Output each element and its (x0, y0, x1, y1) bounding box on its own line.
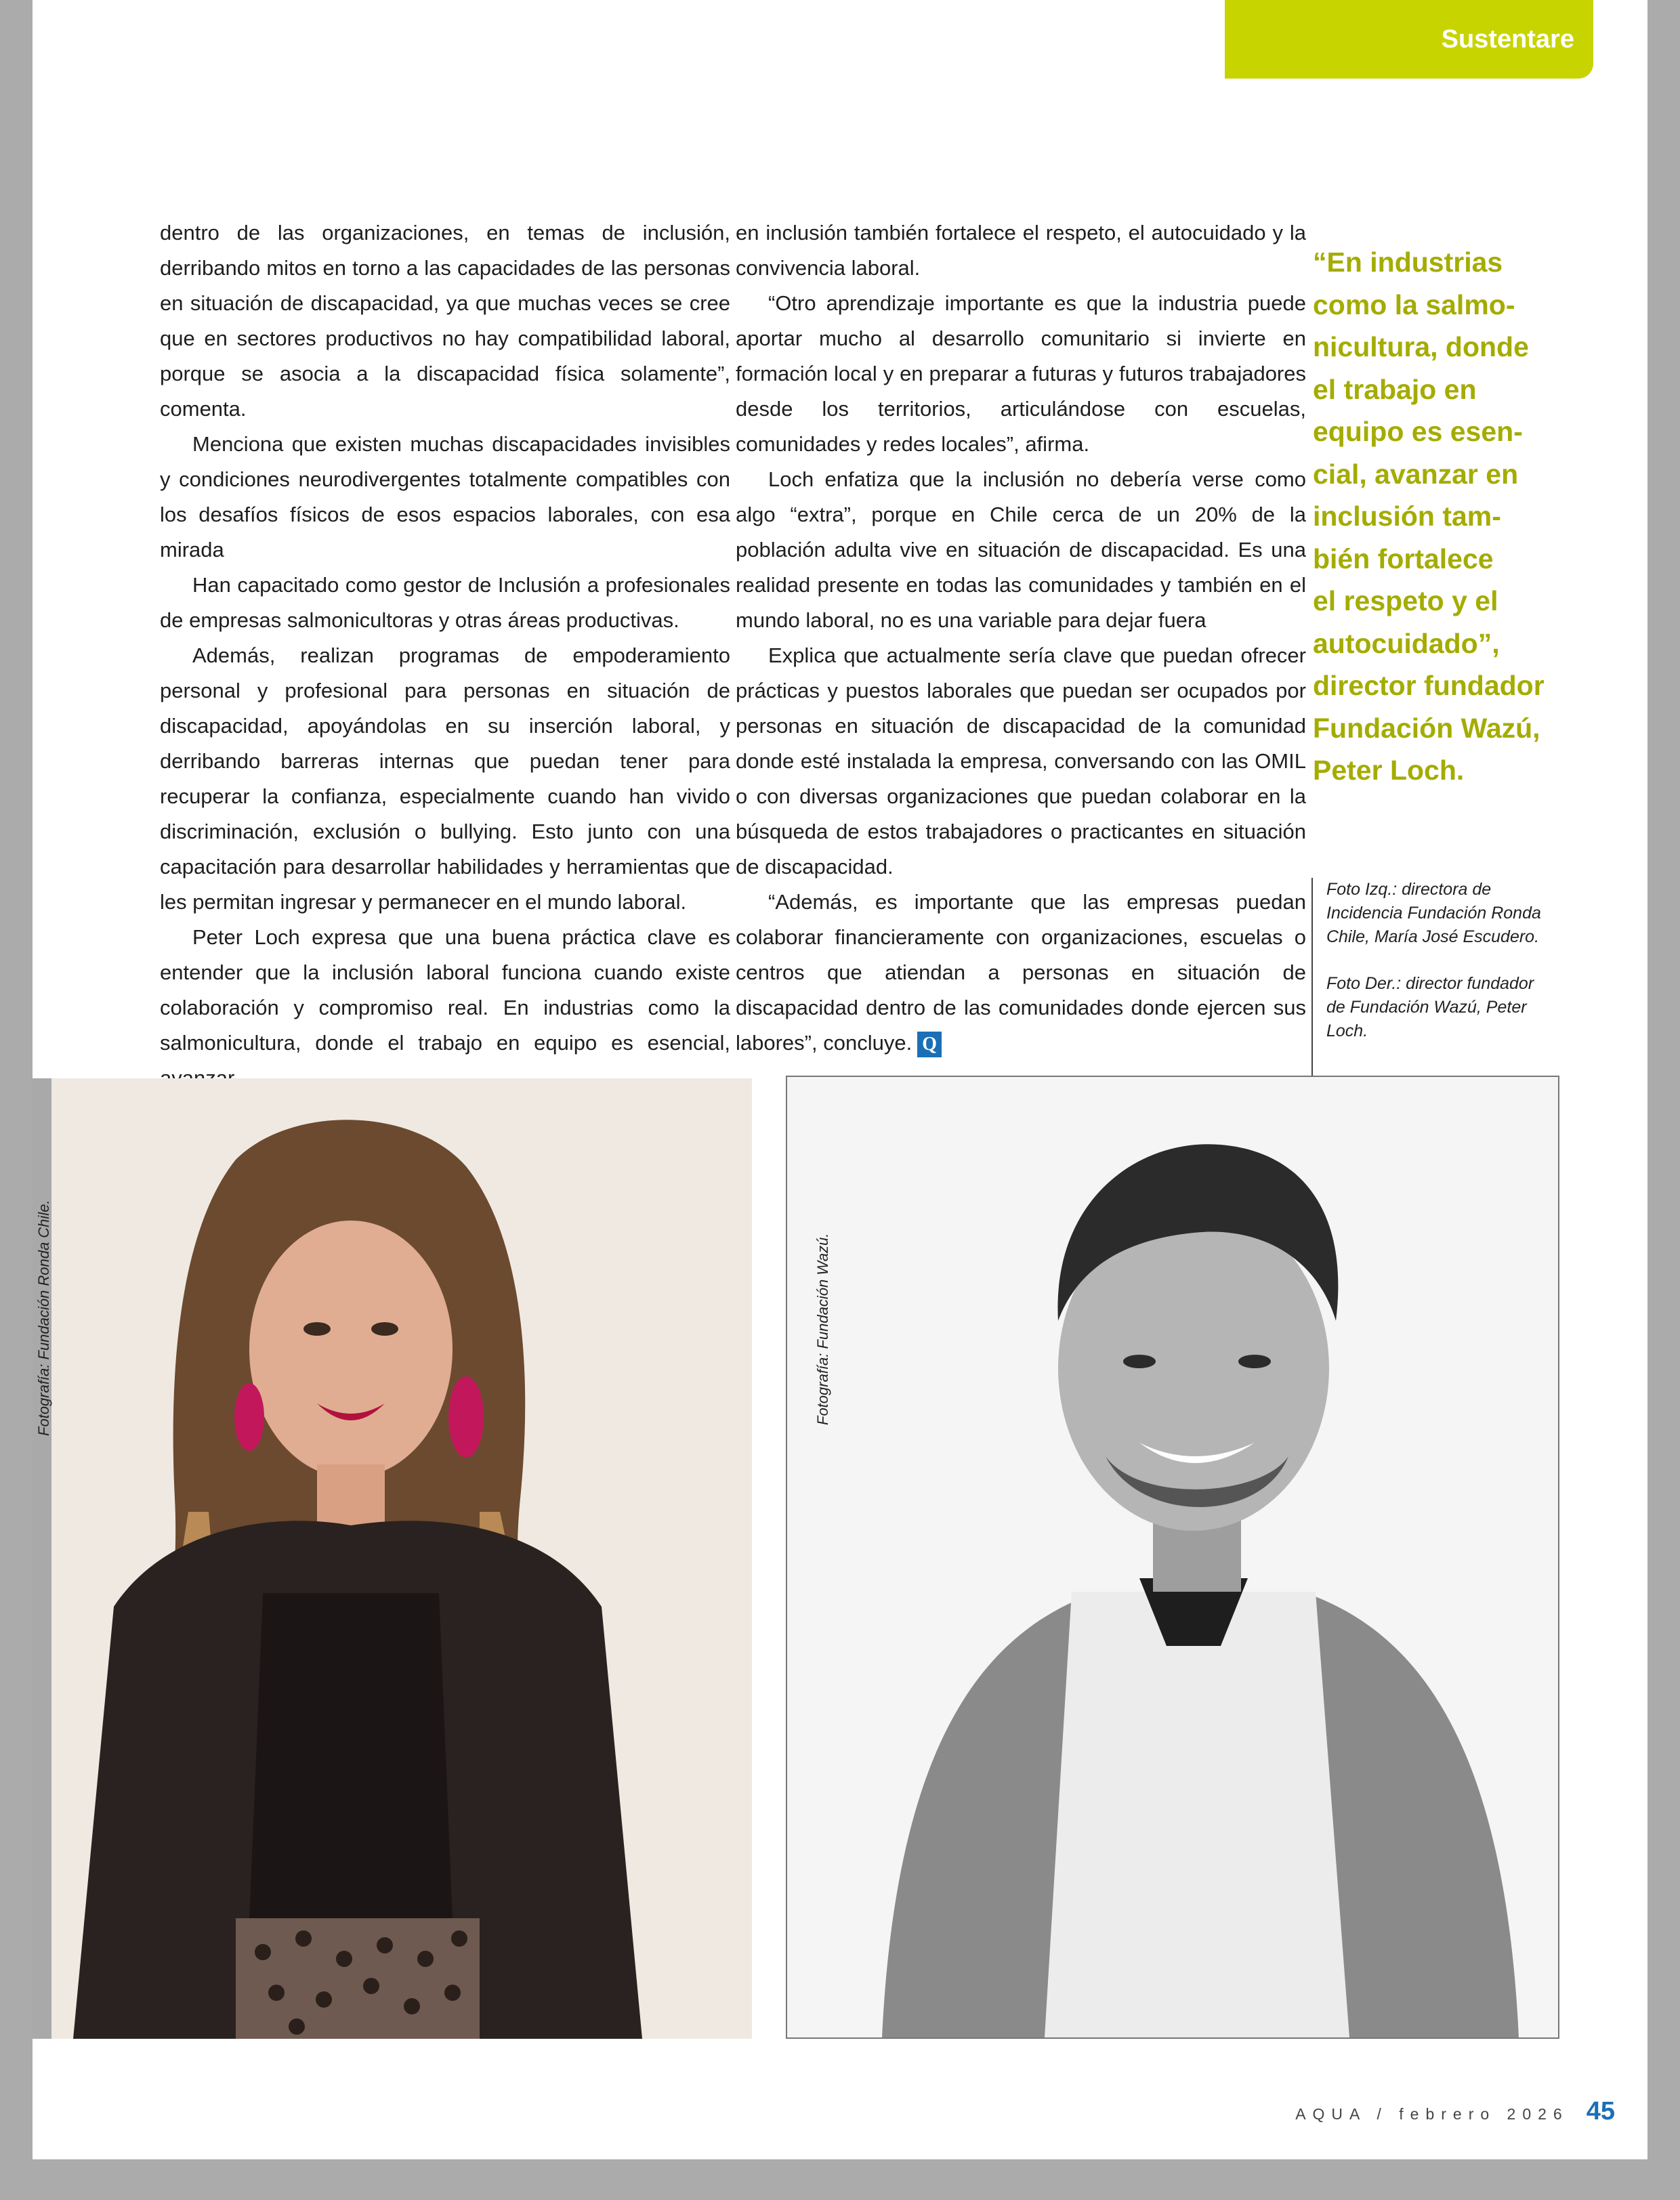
paragraph: Menciona que existen muchas discapacidades invisibles y condiciones neurodivergentes totalmente compatibles con los desafíos físicos de esos espacios laborales, con esa mirada (160, 432, 730, 562)
article-column-1 (160, 215, 730, 1096)
paragraph: Además, realizan programas de empoderamiento personal y profesional para personas en situación de discapacidad, apoyándolas en su inserción laboral, y derribando barreras internas que puedan tener para recuperar la confianza, especialmente cuando han vivido discriminación, exclusión o bullying. Esto junto con una capacitación para desarrollar habilidades y herramientas que les permitan ingresar y permanecer en el mundo laboral. (160, 643, 730, 914)
end-of-article-mark: Q (917, 1032, 942, 1057)
final-paragraph (736, 885, 1306, 1061)
pull-quote-line: como la salmo- (1313, 289, 1515, 320)
portrait-photo-left (33, 1078, 752, 2039)
page-footer (1295, 2097, 1615, 2126)
pull-quote-line: “En industrias (1313, 247, 1503, 278)
paragraph: Peter Loch expresa que una buena práctica clave es entender que la inclusión laboral funciona cuando existe colaboración y compromiso real. En industrias como la salmonicultura, donde el trabajo en equipo es esencial, (160, 925, 730, 1055)
pull-quote-line: Fundación Wazú, (1313, 712, 1540, 744)
pull-quote (1313, 241, 1597, 792)
section-label: Sustentare (1441, 24, 1574, 54)
pull-quote-line: equipo es esen- (1313, 416, 1523, 447)
magazine-page (33, 0, 1647, 2159)
man-portrait-illustration (787, 1077, 1558, 2037)
photo-credit-right: Fotografía: Fundación Wazú. (814, 1233, 831, 1425)
pull-quote-line: Peter Loch. (1313, 755, 1465, 786)
photo-credit-left: Fotografía: Fundación Ronda Chile. (35, 1200, 52, 1436)
caption-line: Loch. (1326, 1021, 1368, 1040)
paragraph: en inclusión también fortalece el respeto, el autocuidado y la convivencia laboral. (736, 221, 1306, 280)
paragraph: Explica que actualmente sería clave que puedan ofrecer prácticas y puestos laborales que puedan ser ocupados por personas en situación de discapacidad de la comunidad donde esté instalada la empresa, conversando con las OMIL o con diversas organizaciones que puedan colaborar en la búsqueda de estos trabajadores o practicantes en situación de discapacidad. (736, 643, 1306, 879)
article-column-2 (736, 215, 1306, 1061)
paragraph: “Otro aprendizaje importante es que la industria puede aportar mucho al desarrollo comunitario si invierte en formación local y en preparar a futuras y futuros trabajadores desde los territorios, articulándose con escuelas, comunidades y redes locales”, afirma. (736, 291, 1306, 456)
pull-quote-line: inclusión tam- (1313, 501, 1501, 532)
pull-quote-line: cial, avanzar en (1313, 458, 1519, 490)
caption-line: Foto Der.: director fundador (1326, 974, 1534, 993)
photo-captions (1311, 878, 1541, 1081)
caption-line: Chile, María José Escudero. (1326, 927, 1540, 946)
caption-right-photo (1326, 972, 1534, 1043)
final-paragraph-text: “Además, es importante que las empresas puedan colaborar financieramente con organizaciones, escuelas o centros que atiendan a personas en situación de discapacidad dentro de las comunidades donde ejercen sus labores”, concluye. (736, 890, 1306, 1055)
portrait-photo-right (786, 1076, 1559, 2039)
pull-quote-line: el respeto y el (1313, 585, 1498, 616)
pull-quote-line: director fundador (1313, 670, 1545, 701)
paragraph: Han capacitado como gestor de Inclusión a profesionales de empresas salmonicultoras y otras áreas productivas. (160, 573, 730, 632)
caption-left-photo (1326, 878, 1541, 949)
pull-quote-line: autocuidado”, (1313, 627, 1500, 659)
section-tab (1225, 0, 1593, 79)
pull-quote-line: el trabajo en (1313, 373, 1477, 405)
paragraph: dentro de las organizaciones, en temas de inclusión, derribando mitos en torno a las capacidades de las personas en situación de discapacidad, ya que muchas veces se cree que en sectores productivos no hay compatibilidad laboral, porque se asocia a la discapacidad física solamente”, comenta. (160, 221, 730, 421)
caption-line: Incidencia Fundación Ronda (1326, 904, 1541, 923)
paragraph: Loch enfatiza que la inclusión no debería verse como algo “extra”, porque en Chile cerca de un 20% de la población adulta vive en situación de discapacidad. Es una realidad presente en todas las comunidades y también en el mundo laboral, no es una variable para dejar fuera (736, 467, 1306, 632)
issue-label: AQUA / febrero 2026 (1295, 2105, 1569, 2123)
pull-quote-line: nicultura, donde (1313, 331, 1529, 362)
pull-quote-line: bién fortalece (1313, 543, 1494, 574)
page-number: 45 (1586, 2097, 1615, 2125)
caption-line: Foto Izq.: directora de (1326, 880, 1492, 899)
caption-line: de Fundación Wazú, Peter (1326, 998, 1527, 1017)
woman-portrait-illustration (33, 1078, 752, 2039)
